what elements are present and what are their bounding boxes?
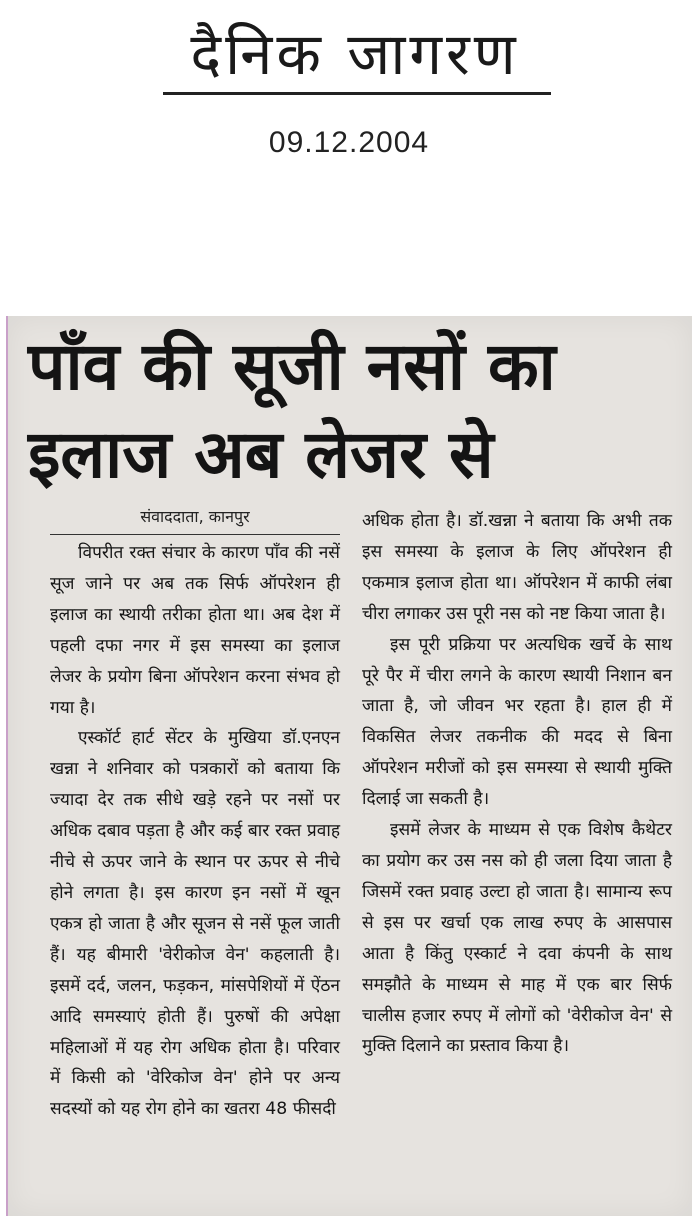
paragraph: इस पूरी प्रक्रिया पर अत्यधिक खर्चे के साथ पूरे पैर में चीरा लगने के कारण स्थायी निशान बन जाता है, जो जीवन भर रहता है। हाल ही में विकसित लेजर तकनीक की मदद से बिना ऑपरेशन मरीजों को इस समस्या से स्थायी मुक्ति दिलाई जा सकती है। <box>362 634 672 810</box>
paragraph: विपरीत रक्त संचार के कारण पाँव की नसें सूज जाने पर अब तक सिर्फ ऑपरेशन ही इलाज का स्थायी तरीका होता था। अब देश में पहली दफा नगर में इस समस्या का इलाज लेजर के प्रयोग बिना ऑपरेशन करना संभव हो गया है। <box>50 543 340 718</box>
paragraph: अधिक होता है। डॉ.खन्ना ने बताया कि अभी तक इस समस्या के इलाज के लिए ऑपरेशन ही एकमात्र इलाज होता था। ऑपरेशन में काफी लंबा चीरा लगाकर उस पूरी नस को नष्ट किया जाता है। <box>362 511 672 624</box>
newspaper-name: दैनिक जागरण <box>190 20 520 88</box>
byline: संवाददाता, कानपुर <box>50 506 340 535</box>
article-column-right <box>362 506 672 1062</box>
news-clipping <box>6 316 692 1216</box>
paragraph: इसमें लेजर के माध्यम से एक विशेष कैथेटर का प्रयोग कर उस नस को ही जला दिया जाता है जिसमें रक्त प्रवाह उल्टा हो जाता है। सामान्य रूप से इस पर खर्चा एक लाख रुपए के आसपास आता है किंतु एस्कार्ट ने दवा कंपनी के साथ समझौते के माध्यम से माह में एक बार सिर्फ चालीस हजार रुपए में लोगों को 'वेरीकोज वेन' से मुक्ति दिलाने का प्रस्ताव किया है। <box>362 820 672 1057</box>
publication-date: 09.12.2004 <box>268 126 430 159</box>
paragraph: एस्कॉर्ट हार्ट सेंटर के मुखिया डॉ.एनएन खन्ना ने शनिवार को पत्रकारों को बताया कि ज्यादा देर तक सीधे खड़े रहने पर नसों पर अधिक दबाव पड़ता है और कई बार रक्त प्रवाह नीचे से ऊपर जाने के स्थान पर ऊपर से नीचे होने लगता है। इस कारण इन नसों में खून एकत्र हो जाता है और सूजन से नसें फूल जाती हैं। यह बीमारी 'वेरीकोज वेन' कहलाती है। इसमें दर्द, जलन, फड़कन, मांसपेशियों में ऐंठन आदि समस्याएं होती हैं। पुरुषों की अपेक्षा महिलाओं में यह रोग अधिक होता है। परिवार में किसी को 'वेरिकोज वेन' होने पर अन्य सदस्यों को यह रोग होने का खतरा 48 फीसदी <box>50 728 340 1120</box>
masthead <box>0 0 698 300</box>
headline-line-2: इलाज अब लेजर से <box>28 416 494 493</box>
masthead-rule <box>163 92 551 95</box>
article-column-left <box>50 506 340 1125</box>
headline-line-1: पाँव की सूजी नसों का <box>28 328 556 405</box>
